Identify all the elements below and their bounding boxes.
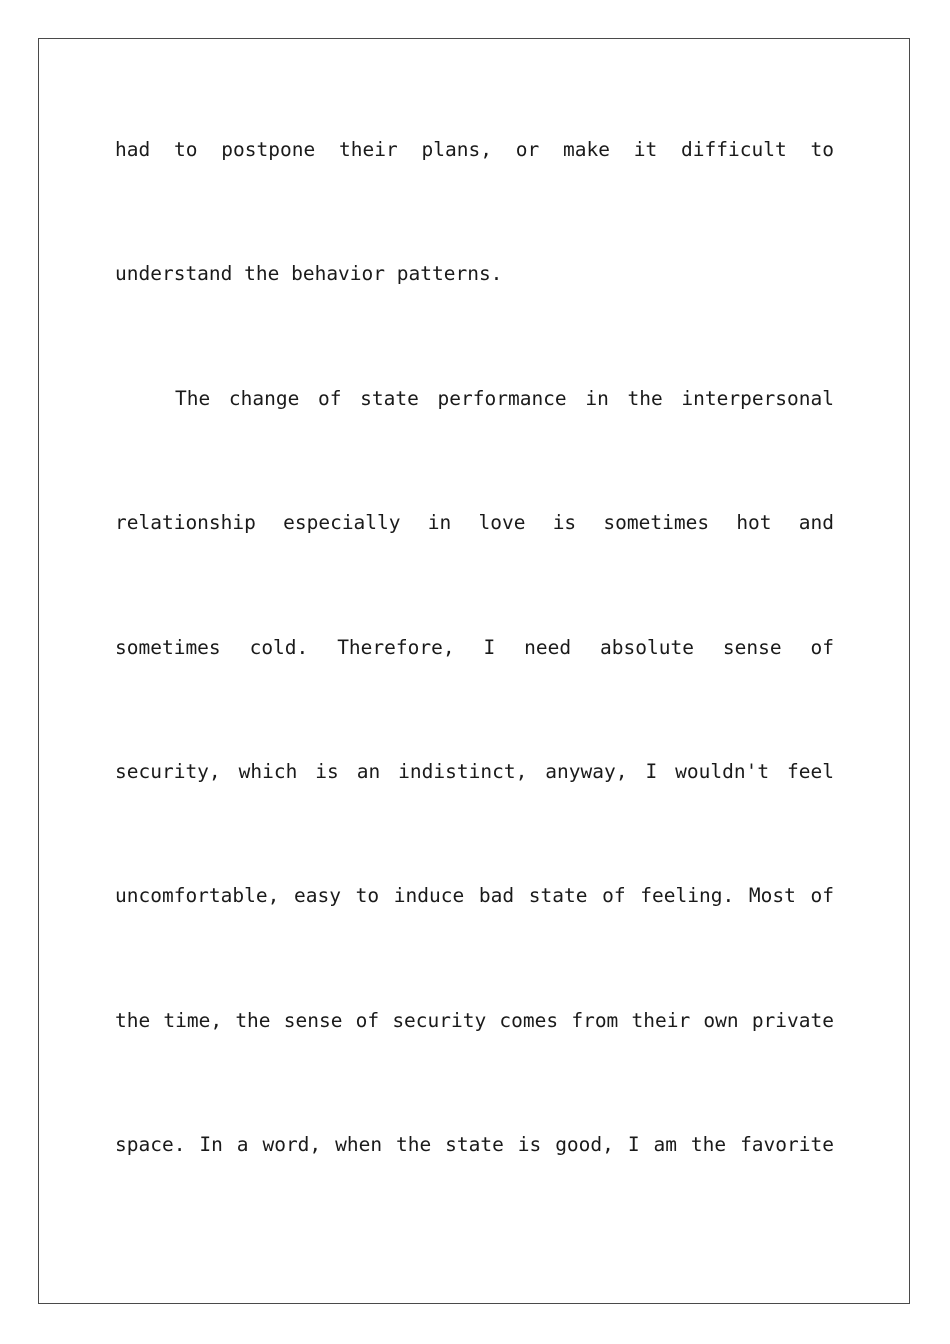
text-line: sometimes cold. Therefore, I need absolute sense of	[115, 636, 834, 659]
page-frame	[38, 38, 910, 1304]
text-line: relationship especially in love is sometimes hot and	[115, 511, 834, 534]
text-line: uncomfortable, easy to induce bad state of feeling. Most of	[115, 884, 834, 907]
text-line: space. In a word, when the state is good, I am the favorite	[115, 1133, 834, 1156]
text-line: had to postpone their plans, or make it difficult to	[115, 138, 834, 161]
text-line: understand the behavior patterns.	[115, 262, 503, 285]
paragraph-first-line: The change of state performance in the interpersonal	[175, 387, 834, 410]
text-line: security, which is an indistinct, anyway, I wouldn't feel	[115, 760, 834, 783]
text-line: the time, the sense of security comes from their own private	[115, 1009, 834, 1032]
